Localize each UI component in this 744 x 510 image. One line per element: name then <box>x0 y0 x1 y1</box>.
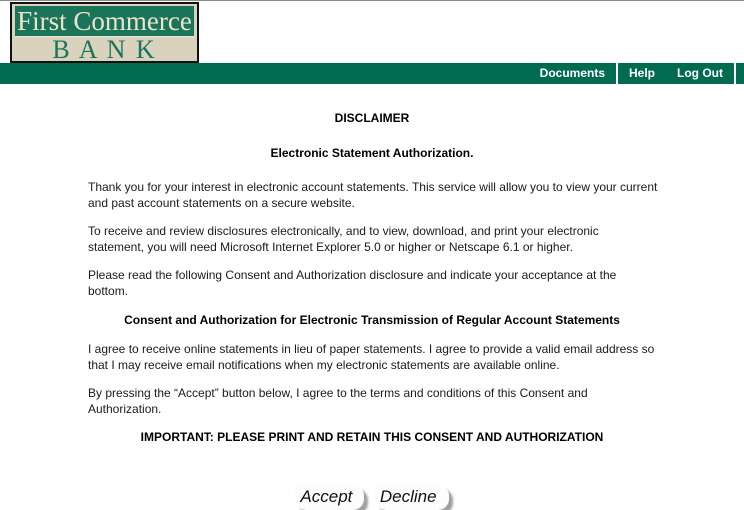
page-subtitle: Electronic Statement Authorization. <box>270 146 474 160</box>
page-title: DISCLAIMER <box>334 111 410 125</box>
decline-button[interactable]: Decline <box>375 485 449 510</box>
paragraph-requirements: To receive and review disclosures electronically, and to view, download, and print your electronic statement, you will need Microsoft Internet Explorer 5.0 or higher or Netscape 6.1 or higher. <box>88 224 599 254</box>
accept-button[interactable]: Accept <box>295 485 364 510</box>
nav-item-log-out[interactable]: Log Out <box>677 66 723 80</box>
disclaimer-content <box>0 84 744 510</box>
nav-bar <box>0 63 744 84</box>
important-notice: IMPORTANT: PLEASE PRINT AND RETAIN THIS CONSENT AND AUTHORIZATION <box>140 430 604 444</box>
paragraph-agreement: I agree to receive online statements in lieu of paper statements. I agree to provide a valid email address so that I may receive email notifications when my electronic statements are available online. <box>88 342 655 372</box>
bank-logo <box>10 2 199 63</box>
nav-item-help[interactable]: Help <box>629 66 656 80</box>
paragraph-intro: Thank you for your interest in electronic account statements. This service will allow you to view your current and past account statements on a secure website. <box>88 180 658 210</box>
nav-separator-end <box>734 63 736 84</box>
paragraph-accept-terms: By pressing the “Accept” button below, I agree to the terms and conditions of this Consent and Authorization. <box>88 386 588 416</box>
paragraph-instruction: Please read the following Consent and Authorization disclosure and indicate your acceptance at the bottom. <box>88 268 617 298</box>
bank-logo-name: First Commerce <box>17 6 192 36</box>
bank-logo-bank-text: B A N K <box>52 37 157 63</box>
disclaimer-body <box>88 179 658 299</box>
action-button-row <box>0 485 744 510</box>
nav-item-documents[interactable]: Documents <box>539 66 605 80</box>
consent-body <box>88 341 658 417</box>
bank-logo-bank-band <box>15 37 194 63</box>
page-header <box>0 1 744 63</box>
bank-logo-name-band <box>15 6 194 37</box>
consent-section-heading: Consent and Authorization for Electronic Transmission of Regular Account Statements <box>124 313 620 327</box>
